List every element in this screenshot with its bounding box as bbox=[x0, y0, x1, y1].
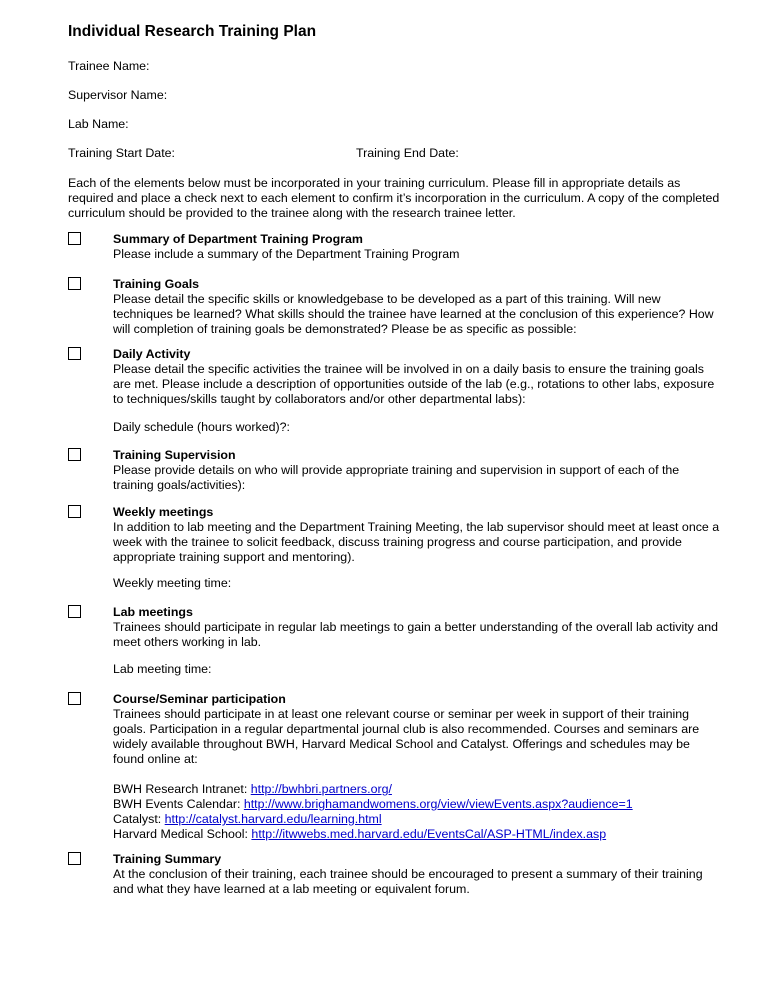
weekly-meeting-time-label: Weekly meeting time: bbox=[113, 576, 232, 590]
checkbox-department-summary[interactable] bbox=[68, 232, 81, 245]
section-daily-activity bbox=[113, 347, 723, 407]
link-row-bwh-events bbox=[113, 797, 723, 812]
section-heading: Weekly meetings bbox=[113, 505, 214, 519]
lab-meeting-time-label: Lab meeting time: bbox=[113, 662, 212, 676]
checkbox-daily-activity[interactable] bbox=[68, 347, 81, 360]
section-training-supervision bbox=[113, 448, 723, 493]
section-text: At the conclusion of their training, each trainee should be encouraged to present a summary of their training and what they have learned at a lab meeting or equivalent forum. bbox=[113, 867, 703, 896]
checkbox-course-seminar[interactable] bbox=[68, 692, 81, 705]
section-heading: Lab meetings bbox=[113, 605, 193, 619]
checkbox-training-goals[interactable] bbox=[68, 277, 81, 290]
intro-paragraph: Each of the elements below must be incorporated in your training curriculum. Please fill in appropriate details as required and place a check next to each element to confirm it’s incorporation in the curriculum. A copy of the completed curriculum should be provided to the trainee along with the research trainee letter. bbox=[68, 176, 720, 220]
section-department-summary bbox=[113, 232, 723, 262]
section-heading: Training Goals bbox=[113, 277, 200, 291]
link-label: Catalyst: bbox=[113, 812, 165, 826]
section-heading: Course/Seminar participation bbox=[113, 692, 286, 706]
link-row-bwh-intranet bbox=[113, 782, 723, 797]
section-text: Please include a summary of the Department Training Program bbox=[113, 247, 460, 261]
section-text: Please detail the specific skills or knowledgebase to be developed as a part of this training. Will new techniques be learned? What skills should the trainee have learned at the conclusion of this experience? How will completion of training goals be demonstrated? Please be as specific as possible: bbox=[113, 292, 714, 336]
checkbox-weekly-meetings[interactable] bbox=[68, 505, 81, 518]
section-text: Please provide details on who will provide appropriate training and supervision in support of each of the training goals/activities): bbox=[113, 463, 680, 492]
section-heading: Training Supervision bbox=[113, 448, 236, 462]
hms-link[interactable]: http://itwwebs.med.harvard.edu/EventsCal/ASP-HTML/index.asp bbox=[251, 827, 607, 841]
link-label: BWH Research Intranet: bbox=[113, 782, 251, 796]
bwh-intranet-link[interactable]: http://bwhbri.partners.org/ bbox=[250, 782, 392, 796]
section-heading: Summary of Department Training Program bbox=[113, 232, 363, 246]
link-row-hms bbox=[113, 827, 723, 842]
section-training-goals bbox=[113, 277, 723, 337]
checkbox-lab-meetings[interactable] bbox=[68, 605, 81, 618]
section-lab-meetings bbox=[113, 605, 723, 650]
section-training-summary bbox=[113, 852, 723, 897]
section-text: Please detail the specific activities the trainee will be involved in on a daily basis to ensure the training goals are met. Please include a description of opportunities outside of the lab (e.g., rotations to other labs, exposure to techniques/skills taught by collaborators and/or other departmental labs): bbox=[113, 362, 715, 406]
resource-links bbox=[113, 782, 723, 842]
trainee-name-label: Trainee Name: bbox=[68, 59, 150, 73]
section-heading: Daily Activity bbox=[113, 347, 191, 361]
checkbox-training-summary[interactable] bbox=[68, 852, 81, 865]
document-title: Individual Research Training Plan bbox=[68, 23, 317, 40]
start-date-label: Training Start Date: bbox=[68, 146, 175, 160]
section-course-seminar bbox=[113, 692, 723, 767]
catalyst-link[interactable]: http://catalyst.harvard.edu/learning.html bbox=[164, 812, 382, 826]
section-weekly-meetings bbox=[113, 505, 723, 565]
lab-name-label: Lab Name: bbox=[68, 117, 129, 131]
link-label: Harvard Medical School: bbox=[113, 827, 252, 841]
bwh-events-link[interactable]: http://www.brighamandwomens.org/view/viewEvents.aspx?audience=1 bbox=[243, 797, 633, 811]
daily-schedule-label: Daily schedule (hours worked)?: bbox=[113, 420, 290, 434]
supervisor-name-label: Supervisor Name: bbox=[68, 88, 168, 102]
section-heading: Training Summary bbox=[113, 852, 222, 866]
link-row-catalyst bbox=[113, 812, 723, 827]
section-text: In addition to lab meeting and the Department Training Meeting, the lab supervisor should meet at least once a week with the trainee to solicit feedback, discuss training progress and course participation, and provide appropriate training support and mentoring). bbox=[113, 520, 720, 564]
checkbox-training-supervision[interactable] bbox=[68, 448, 81, 461]
section-text: Trainees should participate in at least one relevant course or seminar per week in support of their training goals. Participation in a regular departmental journal club is also recommended. Courses and seminars are widely available throughout BWH, Harvard Medical School and Catalyst. Offerings and schedules may be found online at: bbox=[113, 707, 700, 766]
end-date-label: Training End Date: bbox=[356, 146, 459, 160]
section-text: Trainees should participate in regular lab meetings to gain a better understanding of the overall lab activity and meet others working in lab. bbox=[113, 620, 718, 649]
link-label: BWH Events Calendar: bbox=[113, 797, 244, 811]
